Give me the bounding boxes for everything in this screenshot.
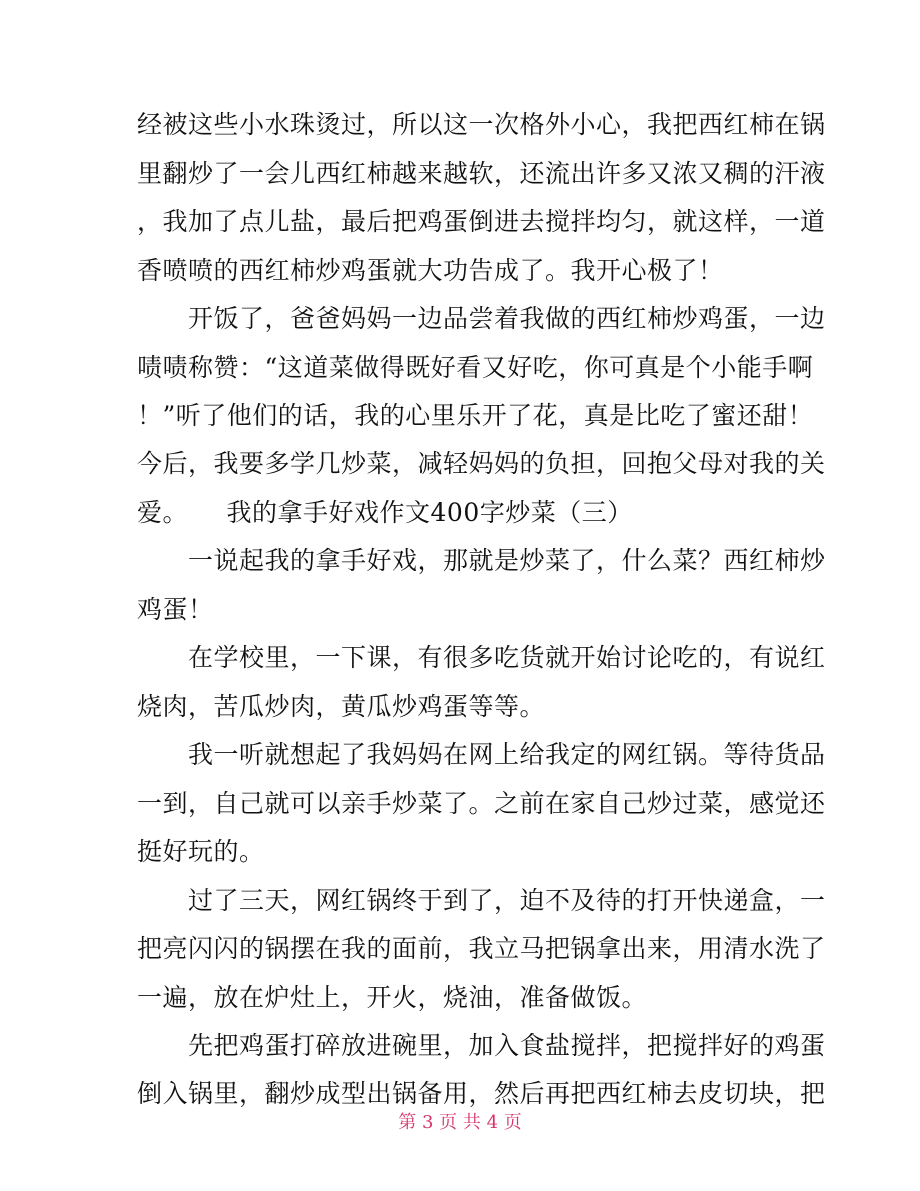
body-line: 鸡蛋！ bbox=[137, 595, 214, 624]
body-line: 倒入锅里，翻炒成型出锅备用，然后再把西红柿去皮切块，把 bbox=[137, 1079, 826, 1108]
body-line: 里翻炒了一会儿西红柿越来越软，还流出许多又浓又稠的汗液 bbox=[137, 159, 826, 188]
body-line: 香喷喷的西红柿炒鸡蛋就大功告成了。我开心极了！ bbox=[137, 256, 724, 285]
body-line: 我一听就想起了我妈妈在网上给我定的网红锅。等待货品 bbox=[137, 740, 826, 769]
body-line: 啧啧称赞：“这道菜做得既好看又好吃，你可真是个小能手啊 bbox=[137, 353, 814, 382]
body-line: ！”听了他们的话，我的心里乐开了花，真是比吃了蜜还甜！ bbox=[137, 401, 814, 430]
page-number-footer: 第 3 页 共 4 页 bbox=[398, 1112, 522, 1133]
body-line: 一到，自己就可以亲手炒菜了。之前在家自己炒过菜，感觉还 bbox=[137, 789, 826, 818]
body-line: 今后，我要多学几炒菜，减轻妈妈的负担，回抱父母对我的关 bbox=[137, 449, 826, 478]
body-line: 过了三天，网红锅终于到了，迫不及待的打开快递盒，一 bbox=[137, 886, 826, 915]
body-line: 烧肉，苦瓜炒肉，黄瓜炒鸡蛋等等。 bbox=[137, 692, 546, 721]
body-line: 开饭了，爸爸妈妈一边品尝着我做的西红柿炒鸡蛋，一边 bbox=[137, 304, 826, 333]
body-line: ，我加了点儿盐，最后把鸡蛋倒进去搅拌均匀，就这样，一道 bbox=[137, 207, 826, 236]
body-line: 一遍，放在炉灶上，开火，烧油，准备做饭。 bbox=[137, 983, 648, 1012]
body-line: 一说起我的拿手好戏，那就是炒菜了，什么菜？西红柿炒 bbox=[137, 546, 826, 575]
body-line: 经被这些小水珠烫过，所以这一次格外小心，我把西红柿在锅 bbox=[137, 110, 826, 139]
body-line: 把亮闪闪的锅摆在我的面前，我立马把锅拿出来，用清水洗了 bbox=[137, 934, 826, 963]
body-line: 在学校里，一下课，有很多吃货就开始讨论吃的，有说红 bbox=[137, 643, 826, 672]
body-line: 爱。 我的拿手好戏作文400字炒菜（三） bbox=[137, 498, 633, 527]
body-line: 先把鸡蛋打碎放进碗里，加入食盐搅拌，把搅拌好的鸡蛋 bbox=[137, 1031, 826, 1060]
body-line: 挺好玩的。 bbox=[137, 837, 265, 866]
